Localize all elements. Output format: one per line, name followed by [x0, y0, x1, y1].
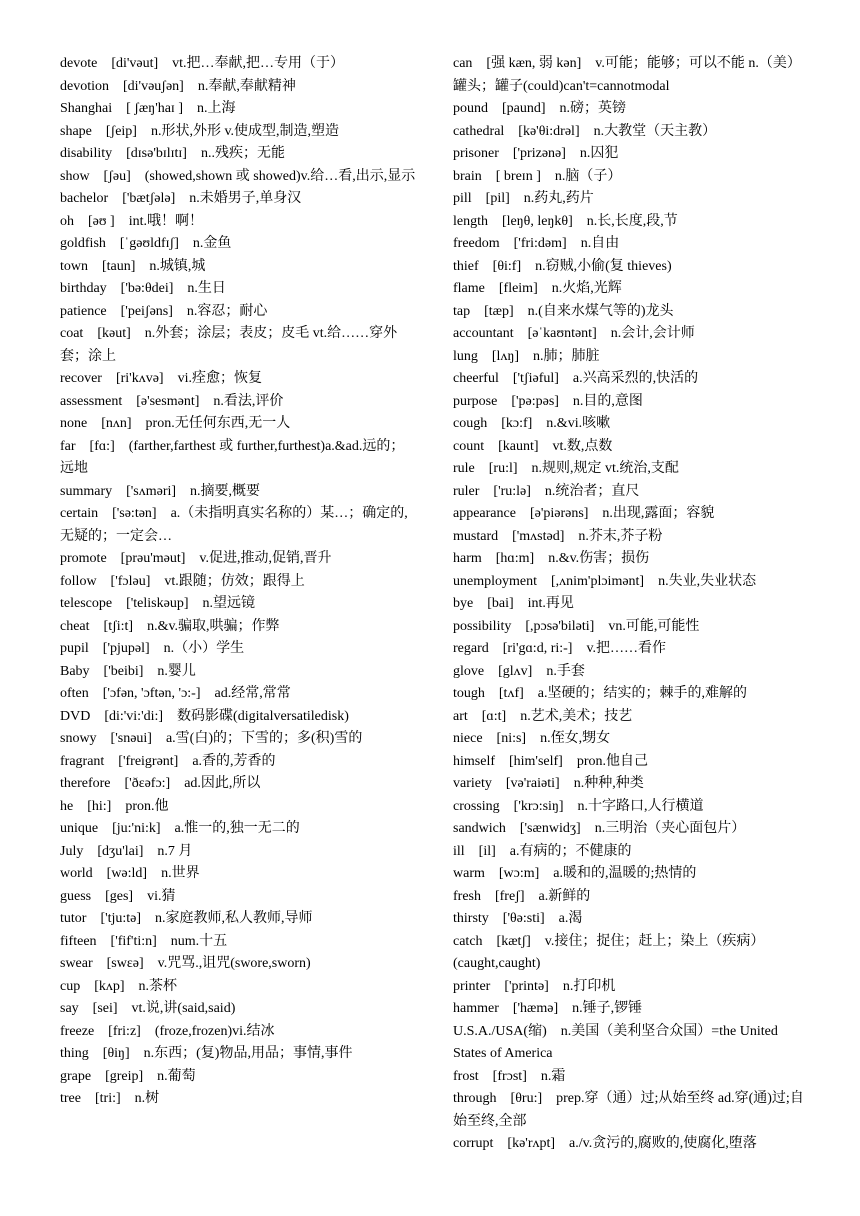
vocab-entry: bachelor ['bætʃələ] n.未婚男子,单身汉 — [60, 191, 302, 206]
vocab-entry: purpose ['pə:pəs] n.目的,意图 — [453, 393, 643, 409]
vocab-entry: freeze [fri:z] (froze,frozen)vi.结冰 — [60, 1023, 275, 1039]
vocab-entry: devotion [di'vəuʃən] n.奉献,奉献精神 — [60, 78, 296, 94]
vocab-entry: glove [glʌv] n.手套 — [453, 663, 585, 679]
vocab-entry: tap [tæp] n.(自来水煤气等的)龙头 — [453, 303, 674, 319]
vocab-entry: tree [tri:] n.树 — [60, 1091, 160, 1106]
vocab-entry: say [sei] vt.说,讲(said,said) — [60, 1001, 236, 1016]
vocab-entry: U.S.A./USA(缩) n.美国（美利坚合众国）=the United States of America — [453, 1023, 782, 1061]
vocab-entry: pill [pil] n.药丸,药片 — [453, 191, 594, 206]
vocab-entry: summary ['sʌməri] n.摘要,概要 — [60, 483, 261, 499]
left-column — [60, 53, 416, 1111]
vocab-entry: harm [hɑ:m] n.&v.伤害；损伤 — [453, 551, 650, 566]
vocab-entry: variety [və'raiəti] n.种种,种类 — [453, 776, 644, 791]
vocab-entry: lung [lʌŋ] n.肺；肺脏 — [453, 348, 600, 364]
vocab-entry: assessment [ə'sesmənt] n.看法,评价 — [60, 393, 284, 409]
vocab-entry: fifteen ['fif'ti:n] num.十五 — [60, 933, 228, 949]
vocab-entry: pupil ['pjupəl] n.（小）学生 — [60, 641, 245, 656]
vocab-entry: corrupt [kə'rʌpt] a./v.贪污的,腐败的,使腐化,堕落 — [453, 1136, 757, 1151]
vocab-entry: thing [θiŋ] n.东西；(复)物品,用品；事情,事件 — [60, 1046, 353, 1061]
vocab-entry: birthday ['bə:θdei] n.生日 — [60, 281, 226, 296]
vocab-entry: freedom ['fri:dəm] n.自由 — [453, 236, 620, 251]
vocab-entry: often ['ɔfən, 'ɔftən, 'ɔ:-] ad.经常,常常 — [60, 686, 291, 701]
vocab-entry: fresh [freʃ] a.新鲜的 — [453, 888, 591, 904]
vocab-entry: hammer ['hæmə] n.锤子,锣锤 — [453, 1001, 643, 1016]
vocab-entry: cough [kɔ:f] n.&vi.咳嗽 — [453, 416, 611, 431]
vocab-entry: unique [ju:'ni:k] a.惟一的,独一无二的 — [60, 821, 300, 836]
vocab-entry: follow ['fɔləu] vt.跟随；仿效；跟得上 — [60, 573, 305, 589]
vocab-entry: frost [frɔst] n.霜 — [453, 1068, 566, 1084]
vocab-entry: thirsty ['θə:sti] a.渴 — [453, 911, 583, 926]
vocab-entry: DVD [di:'vi:'di:] 数码影碟(digitalversatiledisk) — [60, 708, 349, 724]
vocab-entry: promote [prəu'məut] v.促进,推动,促销,晋升 — [60, 551, 332, 566]
vocab-entry: fragrant ['freigrənt] a.香的,芳香的 — [60, 753, 276, 769]
vocab-entry: rule [ru:l] n.规则,规定 vt.统治,支配 — [453, 461, 679, 476]
vocab-entry: grape [greip] n.葡萄 — [60, 1068, 196, 1084]
vocab-entry: snowy ['snəui] a.雪(白)的；下雪的；多(积)雪的 — [60, 731, 363, 746]
vocab-entry: Baby ['beibi] n.婴儿 — [60, 663, 196, 679]
vocab-entry: goldfish [ˈgəʊldfɪʃ] n.金鱼 — [60, 236, 232, 251]
vocab-entry: himself [him'self] pron.他自己 — [453, 753, 648, 769]
vocab-entry: printer ['printə] n.打印机 — [453, 978, 616, 994]
vocab-entry: ruler ['ru:lə] n.统治者；直尺 — [453, 483, 640, 499]
vocab-entry: crossing ['krɔ:siŋ] n.十字路口,人行横道 — [453, 798, 704, 814]
vocab-entry: patience ['peiʃəns] n.容忍；耐心 — [60, 303, 268, 319]
vocab-entry: none [nʌn] pron.无任何东西,无一人 — [60, 416, 291, 431]
vocab-entry: unemployment [,ʌnim'plɔimənt] n.失业,失业状态 — [453, 573, 757, 589]
vocab-entry: guess [ges] vi.猜 — [60, 888, 176, 904]
vocab-entry: cup [kʌp] n.茶杯 — [60, 978, 178, 994]
vocab-entry: he [hi:] pron.他 — [60, 798, 169, 814]
vocab-entry: world [wə:ld] n.世界 — [60, 866, 200, 881]
vocab-entry: through [θru:] prep.穿（通）过;从始至终 ad.穿(通)过;自始至终,全部 — [453, 1091, 804, 1129]
vocab-entry: oh [əʊ ] int.哦！啊！ — [60, 213, 204, 229]
vocab-entry: tough [tʌf] a.坚硬的；结实的；棘手的,难解的 — [453, 686, 747, 701]
vocab-entry: telescope ['teliskəup] n.望远镜 — [60, 596, 255, 611]
vocab-entry: town [taun] n.城镇,城 — [60, 258, 206, 274]
vocab-entry: length [leŋθ, leŋkθ] n.长,长度,段,节 — [453, 213, 678, 229]
vocab-entry: sandwich ['sænwidʒ] n.三明治（夹心面包片） — [453, 821, 746, 836]
vocab-entry: catch [kætʃ] v.接住；捉住；赶上；染上（疾病）(caught,caught) — [453, 933, 765, 971]
vocab-entry: disability [dɪsə'bɪlɪtɪ] n..残疾；无能 — [60, 146, 285, 161]
vocab-entry: pound [paund] n.磅；英镑 — [453, 101, 627, 116]
vocab-entry: Shanghai [ ʃæŋ'haɪ ] n.上海 — [60, 101, 236, 116]
vocab-entry: cheat [tʃi:t] n.&v.骗取,哄骗；作弊 — [60, 618, 280, 634]
vocab-entry: July [dʒu'lai] n.7 月 — [60, 843, 193, 859]
vocab-entry: can [强 kæn, 弱 kən] v.可能；能够；可以不能 n.（美）罐头；罐子(could)can't=cannotmodal — [453, 56, 801, 94]
vocab-entry: prisoner ['prizənə] n.囚犯 — [453, 146, 619, 161]
vocab-entry: count [kaunt] vt.数,点数 — [453, 438, 613, 454]
vocab-entry: show [ʃəu] (showed,shown 或 showed)v.给…看,出示,显示 — [60, 168, 416, 184]
vocab-entry: accountant [əˈkaʊntənt] n.会计,会计师 — [453, 326, 695, 341]
vocab-entry: therefore ['ðεəfɔ:] ad.因此,所以 — [60, 776, 261, 791]
vocab-entry: niece [ni:s] n.侄女,甥女 — [453, 731, 611, 746]
vocab-entry: regard [ri'gɑ:d, ri:-] v.把……看作 — [453, 641, 667, 656]
vocab-entry: coat [kəut] n.外套；涂层；表皮；皮毛 vt.给……穿外套；涂上 — [60, 326, 398, 364]
vocab-entry: appearance [ə'piərəns] n.出现,露面；容貌 — [453, 506, 715, 521]
vocab-entry: cathedral [kə'θi:drəl] n.大教堂（天主教） — [453, 123, 717, 139]
vocab-entry: far [fɑ:] (farther,farthest 或 further,furthest)a.&ad.远的；远地 — [60, 438, 405, 476]
vocab-entry: shape [ʃeip] n.形状,外形 v.使成型,制造,塑造 — [60, 123, 340, 139]
vocab-entry: mustard ['mʌstəd] n.芥末,芥子粉 — [453, 528, 663, 544]
vocab-entry: bye [bai] int.再见 — [453, 596, 574, 611]
vocab-entry: warm [wɔ:m] a.暖和的,温暖的;热情的 — [453, 866, 697, 881]
right-column — [453, 53, 807, 1156]
vocab-entry: certain ['sə:tən] a.（未指明真实名称的）某…；确定的,无疑的；一定会… — [60, 506, 408, 544]
vocab-entry: brain [ breɪn ] n.脑（子） — [453, 168, 622, 184]
vocab-entry: flame [fleim] n.火焰,光辉 — [453, 281, 622, 296]
vocab-entry: thief [θi:f] n.窃贼,小偷(复 thieves) — [453, 258, 672, 274]
vocab-entry: tutor ['tju:tə] n.家庭教师,私人教师,导师 — [60, 911, 313, 926]
vocab-entry: recover [ri'kʌvə] vi.痊愈；恢复 — [60, 371, 262, 386]
vocab-entry: swear [swεə] v.咒骂.,诅咒(swore,sworn) — [60, 956, 311, 971]
vocab-entry: art [ɑ:t] n.艺术,美术；技艺 — [453, 708, 633, 724]
vocab-entry: devote [di'vəut] vt.把…奉献,把…专用（于） — [60, 56, 345, 71]
vocab-entry: ill [il] a.有病的；不健康的 — [453, 843, 632, 859]
vocab-entry: possibility [,pɔsə'biləti] vn.可能,可能性 — [453, 618, 700, 634]
vocab-entry: cheerful ['tʃiəful] a.兴高采烈的,快活的 — [453, 371, 699, 386]
